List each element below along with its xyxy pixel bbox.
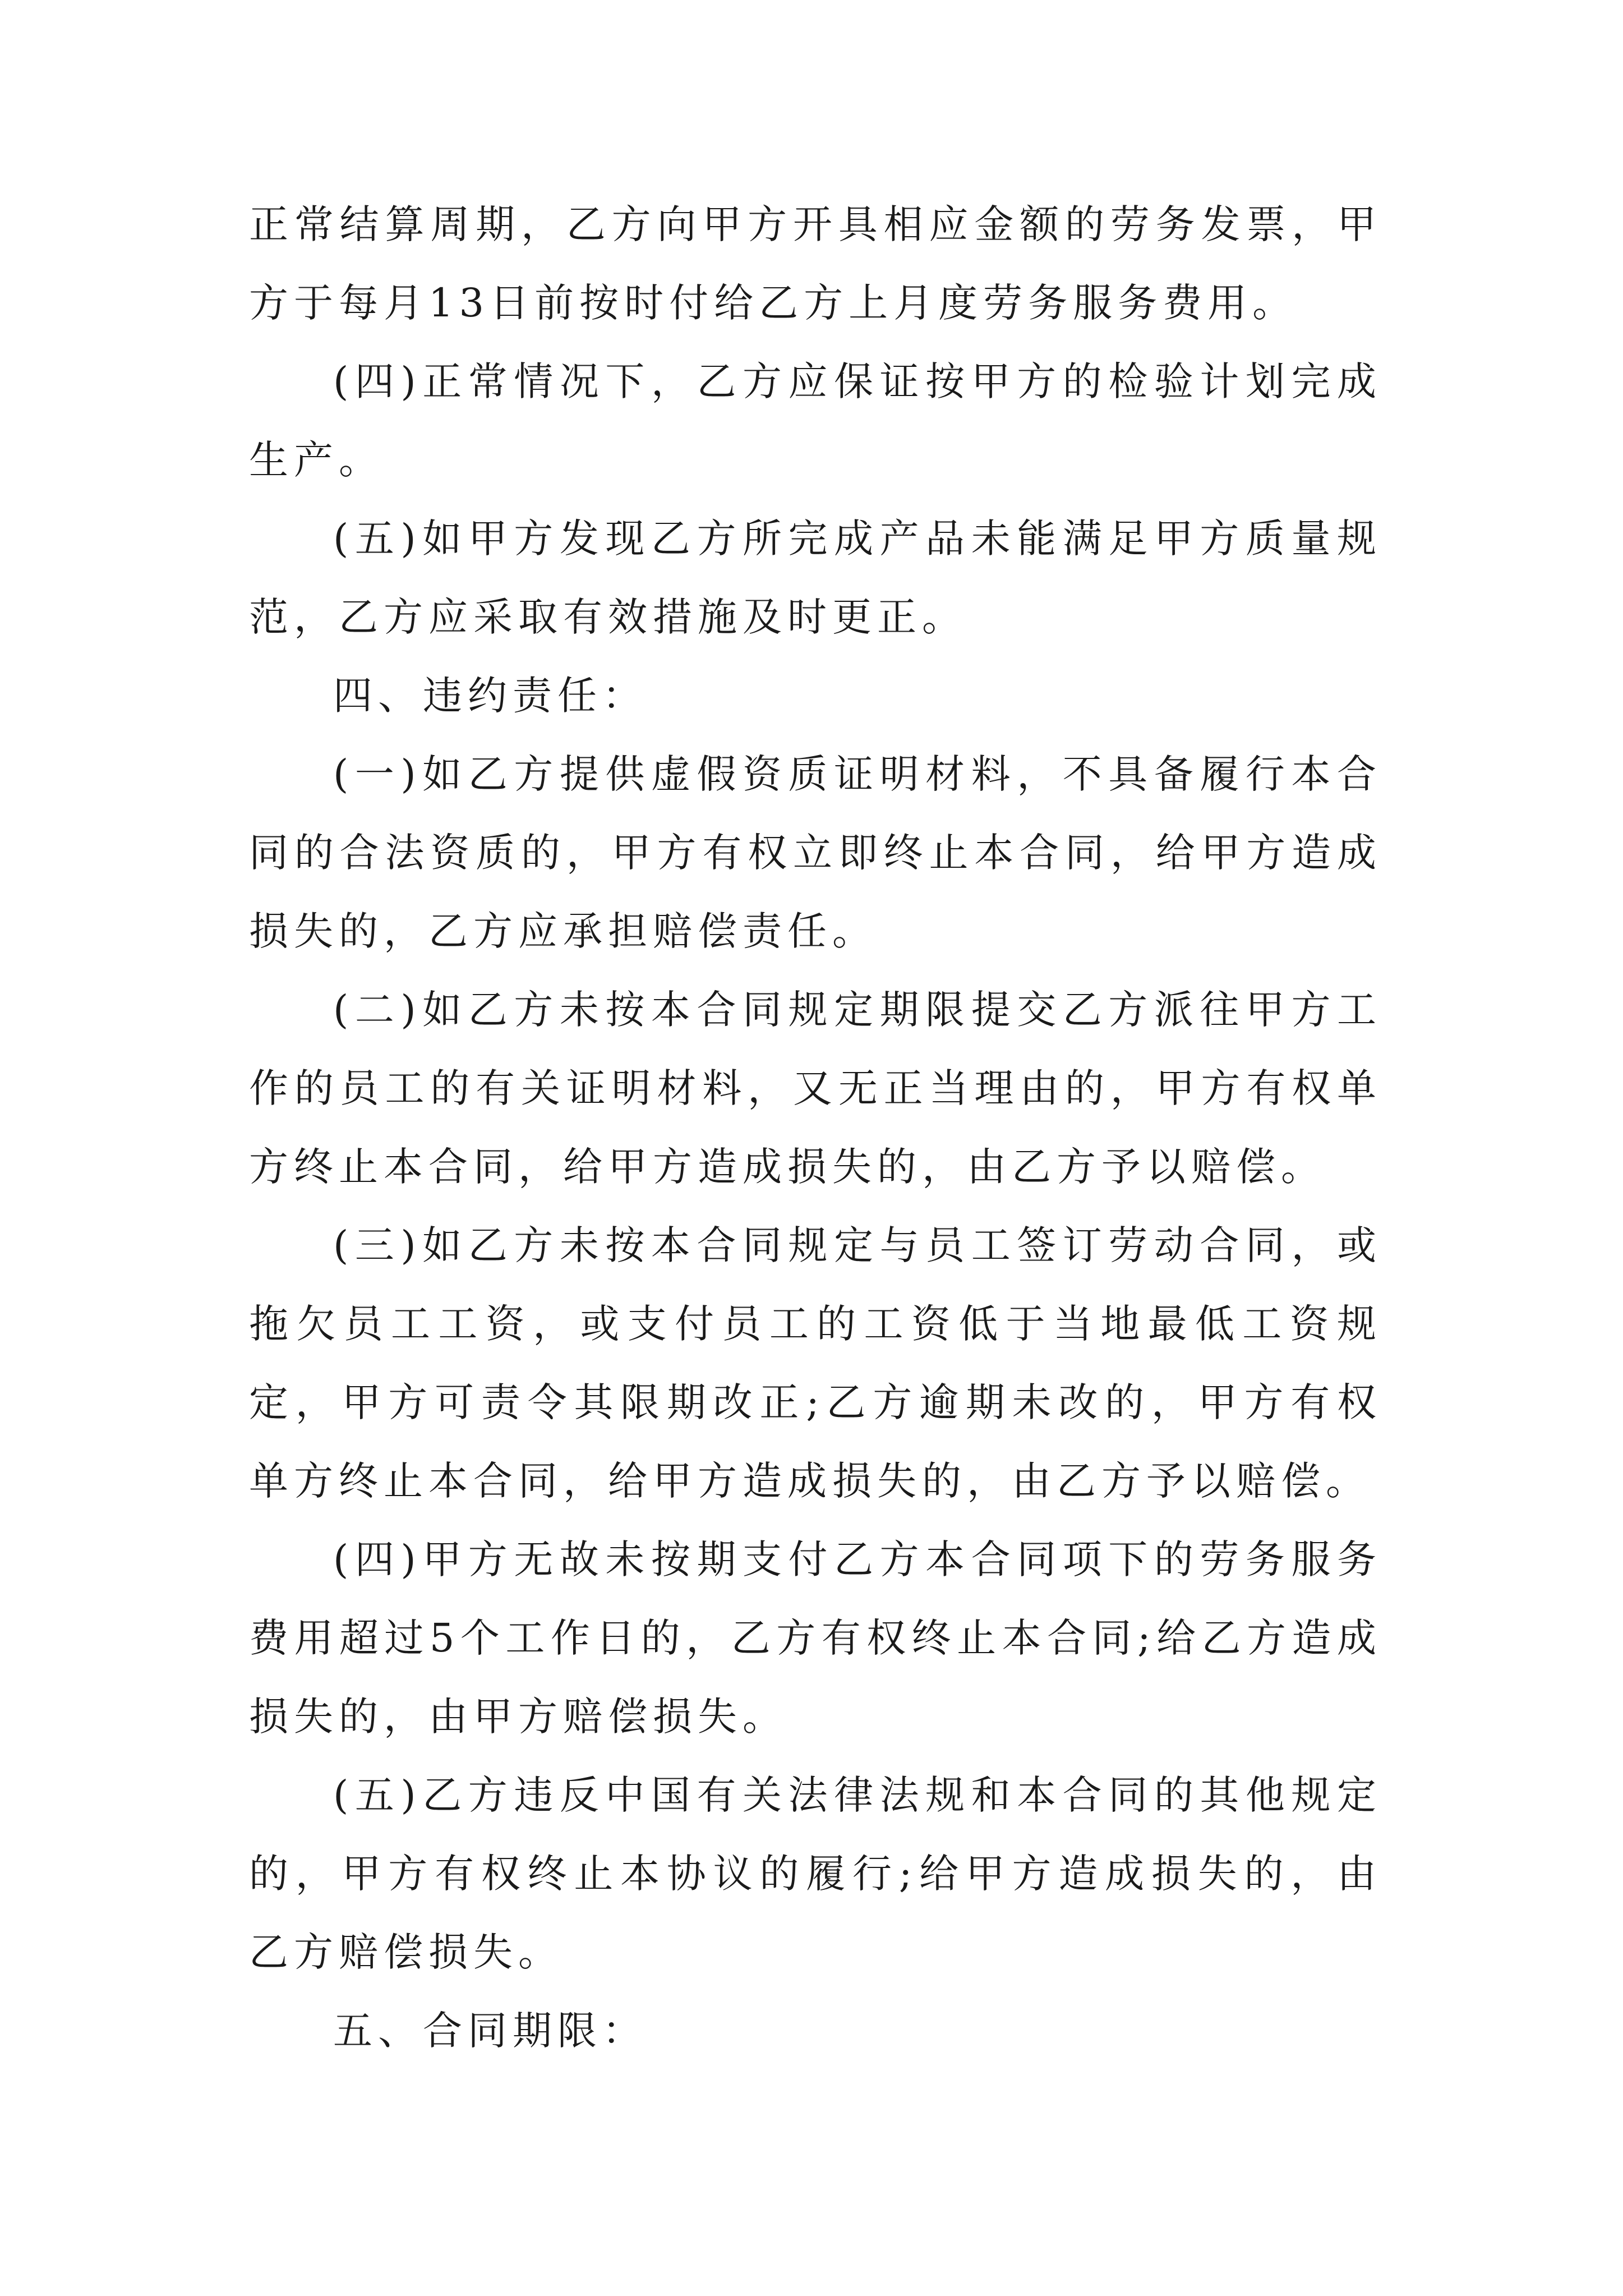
section-heading-breach-liability: 四、违约责任： (333, 673, 647, 719)
paragraph-clause-4-2: (二)如乙方未按本合同规定期限提交乙方派往甲方工作的员工的有关证明材料，又无正当理由的，甲方有权单方终止本合同，给甲方造成损失的，由乙方予以赔偿。 (249, 987, 1382, 1190)
document-body (249, 185, 1382, 2070)
paragraph-clause-3-4: (四)正常情况下，乙方应保证按甲方的检验计划完成生产。 (249, 358, 1382, 483)
paragraph-clause-4-4: (四)甲方无故未按期支付乙方本合同项下的劳务服务费用超过5个工作日的，乙方有权终止本合同;给乙方造成损失的，由甲方赔偿损失。 (249, 1536, 1382, 1740)
paragraph-settlement-continued: 正常结算周期，乙方向甲方开具相应金额的劳务发票，甲方于每月13日前按时付给乙方上月度劳务服务费用。 (249, 201, 1382, 326)
paragraph-clause-3-5: (五)如甲方发现乙方所完成产品未能满足甲方质量规范，乙方应采取有效措施及时更正。 (249, 516, 1382, 640)
paragraph-clause-4-1: (一)如乙方提供虚假资质证明材料，不具备履行本合同的合法资质的，甲方有权立即终止本合同，给甲方造成损失的，乙方应承担赔偿责任。 (249, 751, 1382, 954)
paragraph-clause-4-5: (五)乙方违反中国有关法律法规和本合同的其他规定的，甲方有权终止本协议的履行;给甲方造成损失的，由乙方赔偿损失。 (249, 1772, 1382, 1975)
paragraph-clause-4-3: (三)如乙方未按本合同规定与员工签订劳动合同，或拖欠员工工资，或支付员工的工资低于当地最低工资规定，甲方可责令其限期改正;乙方逾期未改的，甲方有权单方终止本合同，给甲方造成损失的，由乙方予以赔偿。 (249, 1222, 1382, 1504)
section-heading-contract-term: 五、合同期限： (333, 2008, 647, 2054)
